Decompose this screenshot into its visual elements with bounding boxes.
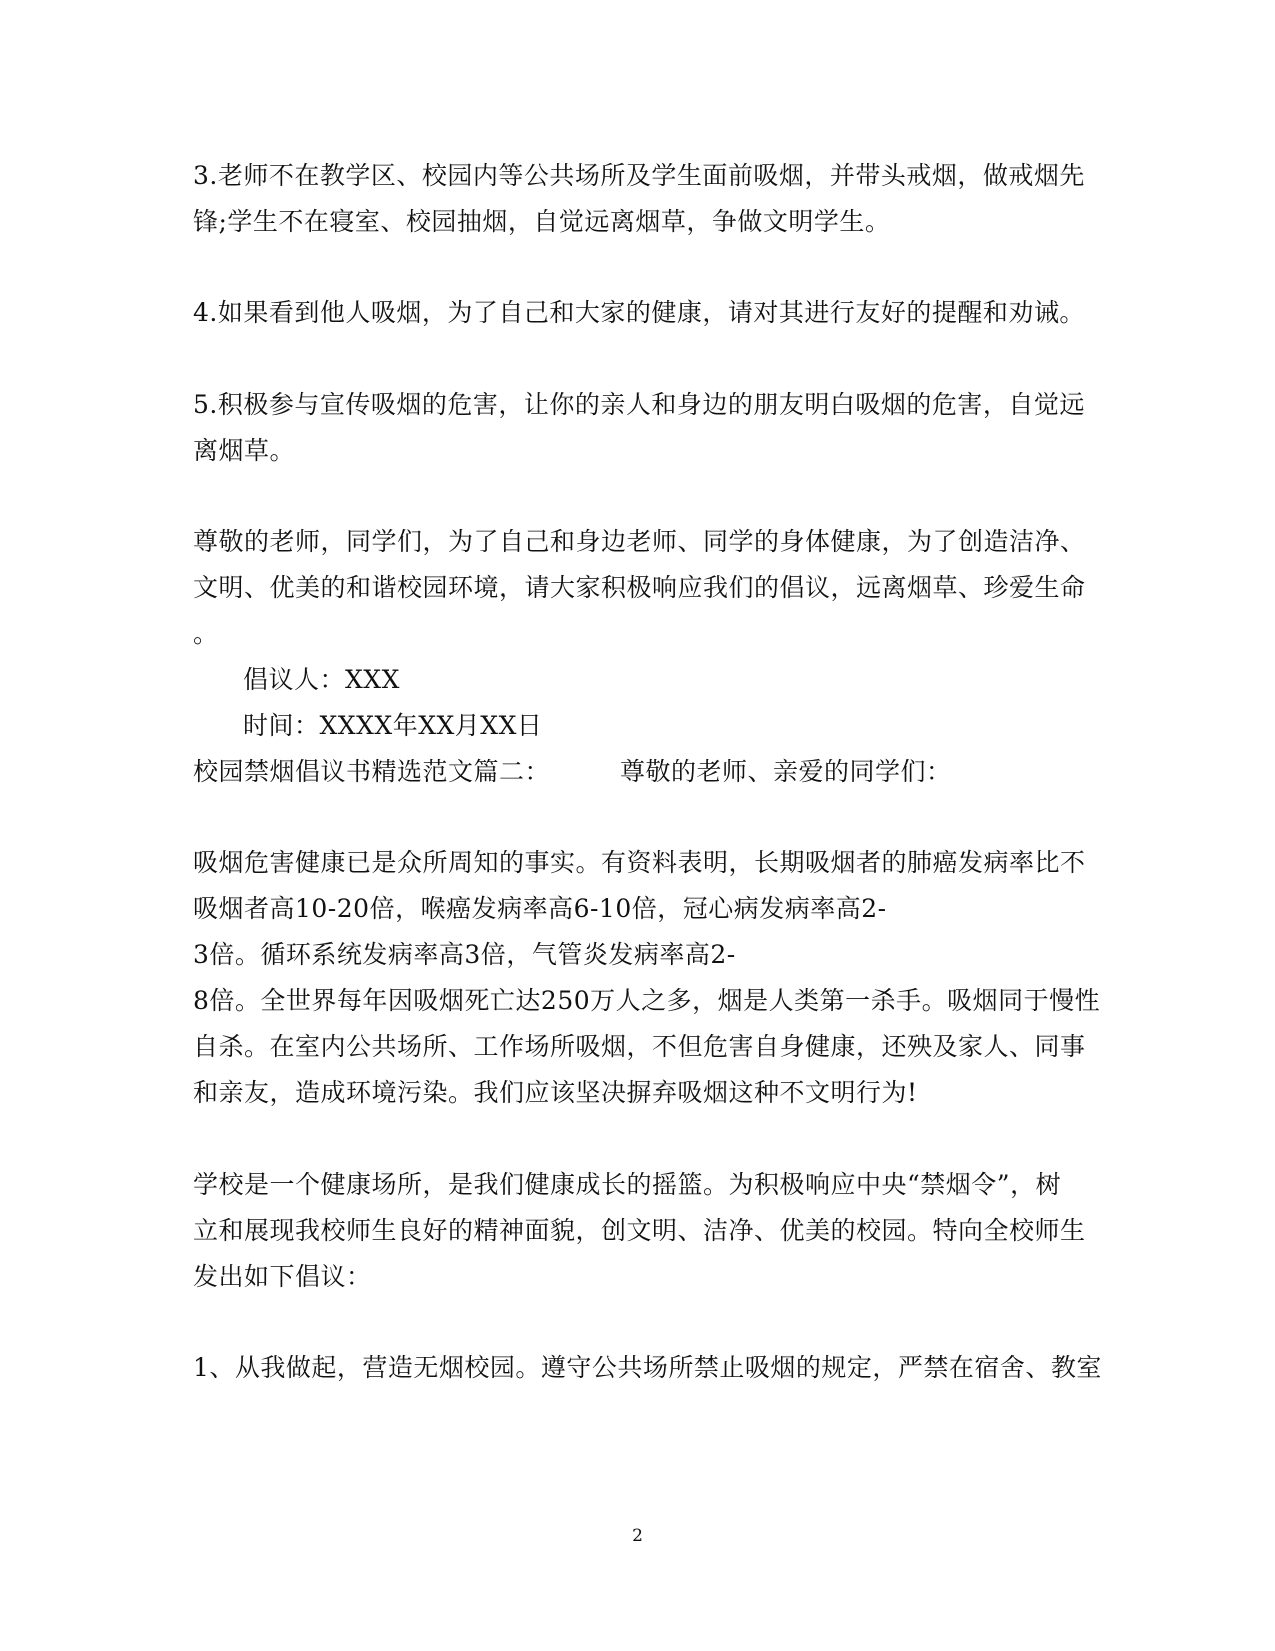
text-line: 自杀。在室内公共场所、工作场所吸烟，不但危害自身健康，还殃及家人、同事 <box>193 1032 1086 1061</box>
text-line: 4.如果看到他人吸烟，为了自己和大家的健康，请对其进行友好的提醒和劝诫。 <box>193 298 1085 327</box>
signature-line: 倡议人：XXX <box>243 665 400 694</box>
text-line: 学校是一个健康场所，是我们健康成长的摇篮。为积极响应中央“禁烟令”，树 <box>193 1170 1062 1199</box>
text-line: 发出如下倡议： <box>193 1262 372 1291</box>
text-line: 立和展现我校师生良好的精神面貌，创文明、洁净、优美的校园。特向全校师生 <box>193 1216 1086 1245</box>
text-line: 8倍。全世界每年因吸烟死亡达250万人之多，烟是人类第一杀手。吸烟同于慢性 <box>193 986 1101 1015</box>
text-line: 尊敬的老师，同学们，为了自己和身边老师、同学的身体健康，为了创造洁净、 <box>193 527 1086 556</box>
text-line: 5.积极参与宣传吸烟的危害，让你的亲人和身边的朋友明白吸烟的危害，自觉远 <box>193 390 1085 419</box>
text-line: 1、从我做起，营造无烟校园。遵守公共场所禁止吸烟的规定，严禁在宿舍、教室 <box>193 1353 1102 1382</box>
text-line: 3倍。循环系统发病率高3倍，气管炎发病率高2- <box>193 940 736 969</box>
text-line: 吸烟者高10-20倍，喉癌发病率高6-10倍，冠心病发病率高2- <box>193 894 887 923</box>
section-heading: 校园禁烟倡议书精选范文篇二： <box>193 757 551 786</box>
page-number: 2 <box>632 1526 643 1546</box>
text-line: 吸烟危害健康已是众所周知的事实。有资料表明，长期吸烟者的肺癌发病率比不 <box>193 848 1086 877</box>
salutation: 尊敬的老师、亲爱的同学们： <box>620 757 952 786</box>
text-line: 3.老师不在教学区、校园内等公共场所及学生面前吸烟，并带头戒烟，做戒烟先 <box>193 161 1085 190</box>
text-line: 锋;学生不在寝室、校园抽烟，自觉远离烟草，争做文明学生。 <box>193 207 891 236</box>
date-line: 时间：XXXX年XX月XX日 <box>243 711 543 740</box>
section-heading-line <box>193 756 952 788</box>
text-line: 和亲友，造成环境污染。我们应该坚决摒弃吸烟这种不文明行为! <box>193 1078 918 1107</box>
text-line: 。 <box>193 619 219 648</box>
text-line: 文明、优美的和谐校园环境，请大家积极响应我们的倡议，远离烟草、珍爱生命 <box>193 573 1086 602</box>
text-line: 离烟草。 <box>193 436 296 465</box>
